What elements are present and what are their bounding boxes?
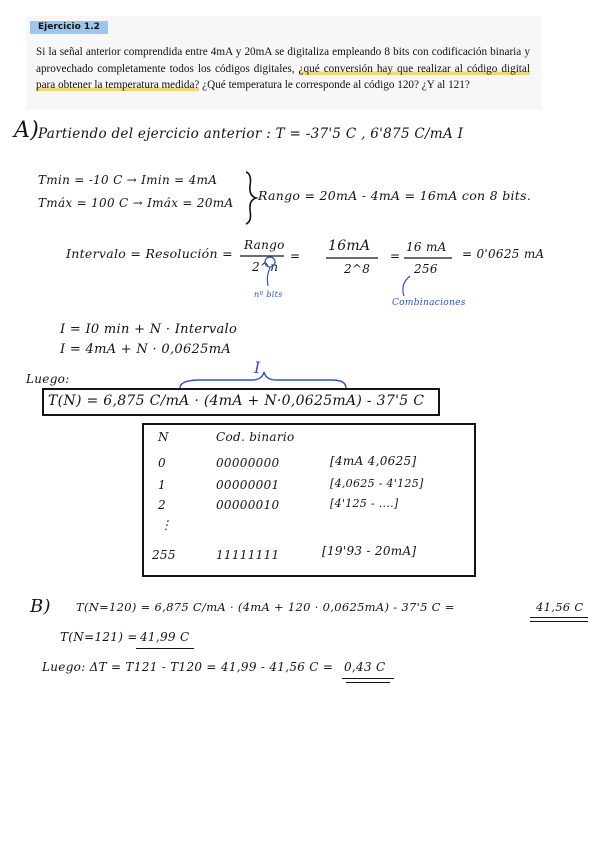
table-cell: 2 xyxy=(158,498,166,512)
table-cell: [4,0625 - 4'125] xyxy=(330,477,424,490)
res-frac2-den: 2^8 xyxy=(344,262,371,276)
table-cell: [4'125 - ....] xyxy=(330,497,399,510)
result-delta: 0,43 C xyxy=(344,660,386,674)
result-121: 41,99 C xyxy=(140,630,190,644)
statement-part1: Si la señal anterior comprendida entre 4mA y 20mA se digitaliza empleando 8 bits con codificación binaria y aprovechado completamente todos los códigos digitales, xyxy=(36,46,530,75)
t-min-line: Tmin = -10 C → Imin = 4mA xyxy=(38,173,218,187)
table-cell: 255 xyxy=(152,548,176,562)
blue-brace-over-formula xyxy=(180,372,346,388)
table-cell: 00000000 xyxy=(216,456,280,470)
table-header-binary: Cod. binario xyxy=(216,430,295,444)
res-result: = 0'0625 mA xyxy=(462,247,545,261)
equals-sign-1: = xyxy=(290,249,301,263)
table-cell: [19'93 - 20mA] xyxy=(322,544,417,558)
range-line: Rango = 20mA - 4mA = 16mA con 8 bits. xyxy=(258,188,532,203)
res-frac1-num: Rango xyxy=(244,238,285,252)
curly-brace-right xyxy=(246,172,256,224)
table-cell: [4mA 4,0625] xyxy=(330,454,417,468)
res-frac2-num: 16mA xyxy=(328,238,371,254)
arrow-n-bits xyxy=(267,268,270,286)
res-frac1-den: 2^n xyxy=(252,260,279,274)
t-max-line: Tmáx = 100 C → Imáx = 20mA xyxy=(38,196,234,210)
note-bits: nº bits xyxy=(254,290,283,299)
note-combinations: Combinaciones xyxy=(392,298,466,308)
intro-line: Partiendo del ejercicio anterior : T = -37'5 C , 6'875 C/mA I xyxy=(38,126,464,142)
final-formula: T(N) = 6,875 C/mA · (4mA + N·0,0625mA) - 37'5 C xyxy=(48,393,425,409)
exercise-tag: Ejercicio 1.2 xyxy=(30,21,108,34)
calc-120: T(N=120) = 6,875 C/mA · (4mA + 120 · 0,0625mA) - 37'5 C = xyxy=(76,600,455,614)
table-cell: 00000001 xyxy=(216,478,280,492)
res-frac3-den: 256 xyxy=(414,262,438,276)
table-cell: ⋮ xyxy=(160,518,173,532)
eq-current-2: I = 4mA + N · 0,0625mA xyxy=(60,342,232,357)
equals-sign-2: = xyxy=(390,249,401,263)
arrow-combinations xyxy=(403,276,410,296)
table-header-n: N xyxy=(158,430,169,444)
delta-calc: Luego: ΔT = T121 - T120 = 41,99 - 41,56 C = xyxy=(42,660,334,674)
statement-part2: ¿Qué temperatura le corresponde al código 120? ¿Y al 121? xyxy=(199,79,470,91)
brace-label: I xyxy=(254,358,261,377)
table-cell: 00000010 xyxy=(216,498,280,512)
calc-121: T(N=121) = xyxy=(60,630,138,644)
section-a-label: A) xyxy=(14,118,40,143)
table-cell: 0 xyxy=(158,456,166,470)
section-b-label: B) xyxy=(30,596,51,617)
circle-n-bits xyxy=(265,257,275,267)
table-cell: 11111111 xyxy=(216,548,280,562)
table-cell: 1 xyxy=(158,478,166,492)
statement-highlight: ¿qué conversión hay que realizar al código digital para obtener la temperatura medida? xyxy=(36,62,530,91)
then-label-a: Luego: xyxy=(26,372,70,386)
eq-current-1: I = I0 min + N · Intervalo xyxy=(60,322,238,337)
res-frac3-num: 16 mA xyxy=(406,240,447,254)
resolution-label: Intervalo = Resolución = xyxy=(66,246,233,261)
result-120: 41,56 C xyxy=(536,600,584,614)
